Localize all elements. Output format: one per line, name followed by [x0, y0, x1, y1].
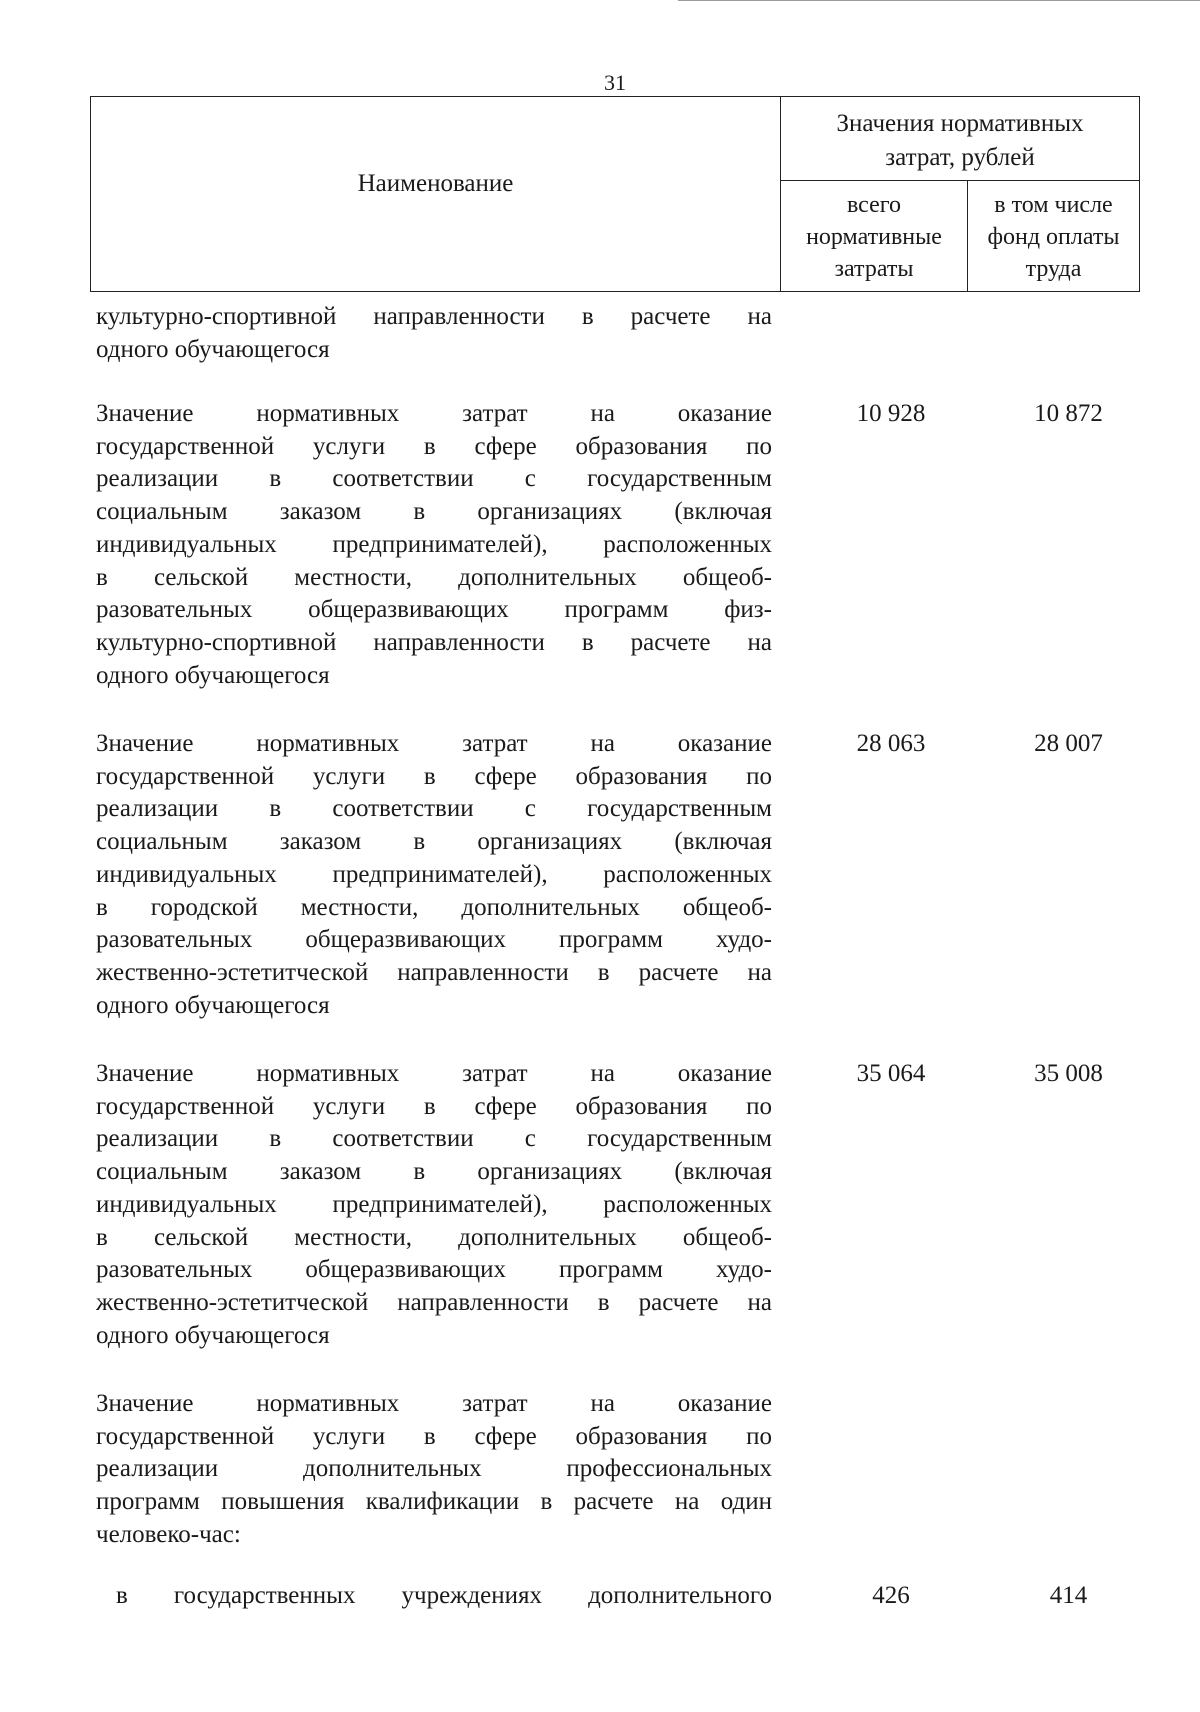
row-description-line: программ повышения квалификации в расчете на один	[96, 1488, 772, 1516]
page-number: 31	[604, 70, 626, 95]
row-description-line: одного обучающегося	[96, 991, 330, 1019]
header-total-line: нормативные	[806, 224, 942, 250]
row-description-line: в городской местности, дополнительных общеоб-	[96, 893, 772, 921]
row-wage-value: 35 008	[1034, 1060, 1103, 1087]
row-description	[96, 1388, 772, 1552]
row-description	[96, 1058, 772, 1352]
header-values-group	[781, 97, 1139, 181]
row-total-value: 426	[872, 1582, 910, 1609]
row-description	[96, 398, 772, 692]
row-description-line: государственной услуги в сфере образования по	[96, 432, 772, 460]
row-description-line: одного обучающегося	[96, 661, 330, 689]
header-total-line: затраты	[834, 256, 914, 282]
row-description-line: одного обучающегося	[96, 1321, 330, 1349]
row-description-line: Значение нормативных затрат на оказание	[96, 1390, 772, 1417]
row-total-value: 35 064	[856, 1060, 926, 1087]
row-description-line: жественно-эстетитческой направленности в расчете на	[96, 1288, 772, 1316]
row-total-value: 10 928	[856, 400, 926, 427]
row-description-line: индивидуальных предпринимателей), расположенных	[96, 530, 772, 558]
row-description-line: в сельской местности, дополнительных общеоб-	[96, 1223, 772, 1251]
row-total-value: 28 063	[856, 730, 926, 757]
row-description	[96, 301, 772, 366]
row-description-line: индивидуальных предпринимателей), расположенных	[96, 860, 772, 888]
header-wage-column	[968, 181, 1139, 291]
header-wage-line: в том числе	[994, 192, 1113, 218]
header-wage-line: труда	[1025, 256, 1082, 282]
row-description-line: культурно-спортивной направленности в расчете на	[96, 303, 772, 330]
row-description-line: в государственных учреждениях дополнительного	[116, 1582, 772, 1609]
row-description-line: реализации в соответствии с государственным	[96, 795, 772, 823]
row-description-line: государственной услуги в сфере образования по	[96, 1092, 772, 1120]
row-wage-value: 28 007	[1034, 730, 1103, 757]
row-description-line: социальным заказом в организациях (включая	[96, 1158, 772, 1186]
row-wage-value: 414	[1049, 1582, 1088, 1609]
row-description-line: разовательных общеразвивающих программ физ-	[96, 596, 772, 624]
row-description-line: реализации в соответствии с государственным	[96, 1125, 772, 1153]
row-description-line: государственной услуги в сфере образования по	[96, 762, 772, 790]
row-description-line: в сельской местности, дополнительных общеоб-	[96, 563, 772, 591]
header-name-column: Наименование	[91, 97, 781, 291]
row-description-line: культурно-спортивной направленности в расчете на	[96, 628, 772, 656]
row-description-line: одного обучающегося	[96, 335, 330, 363]
row-description-line: разовательных общеразвивающих программ худо-	[96, 1256, 772, 1284]
header-wage-line: фонд оплаты	[987, 224, 1120, 250]
row-description-line: социальным заказом в организациях (включая	[96, 828, 772, 856]
row-description-line: жественно-эстетитческой направленности в расчете на	[96, 958, 772, 986]
header-total-line: всего	[846, 192, 902, 218]
row-description-line: Значение нормативных затрат на оказание	[96, 1060, 772, 1087]
row-description-line: реализации в соответствии с государственным	[96, 465, 772, 493]
scan-edge-line	[678, 0, 1200, 3]
row-description-line: разовательных общеразвивающих программ худо-	[96, 926, 772, 954]
row-description-line: государственной услуги в сфере образования по	[96, 1422, 772, 1450]
header-total-column	[781, 181, 968, 291]
row-description	[116, 1580, 772, 1613]
row-description-line: индивидуальных предпринимателей), расположенных	[96, 1190, 772, 1218]
header-values-group-line: затрат, рублей	[885, 144, 1035, 171]
row-description-line: Значение нормативных затрат на оказание	[96, 400, 772, 427]
row-description-line: человеко-час:	[96, 1520, 241, 1548]
row-description-line: Значение нормативных затрат на оказание	[96, 730, 772, 757]
header-values-group-line: Значения нормативных	[836, 110, 1084, 137]
table-header	[90, 96, 1140, 292]
row-description-line: социальным заказом в организациях (включая	[96, 498, 772, 526]
row-description	[96, 728, 772, 1022]
row-wage-value: 10 872	[1034, 400, 1103, 427]
row-description-line: реализации дополнительных профессиональных	[96, 1455, 772, 1483]
